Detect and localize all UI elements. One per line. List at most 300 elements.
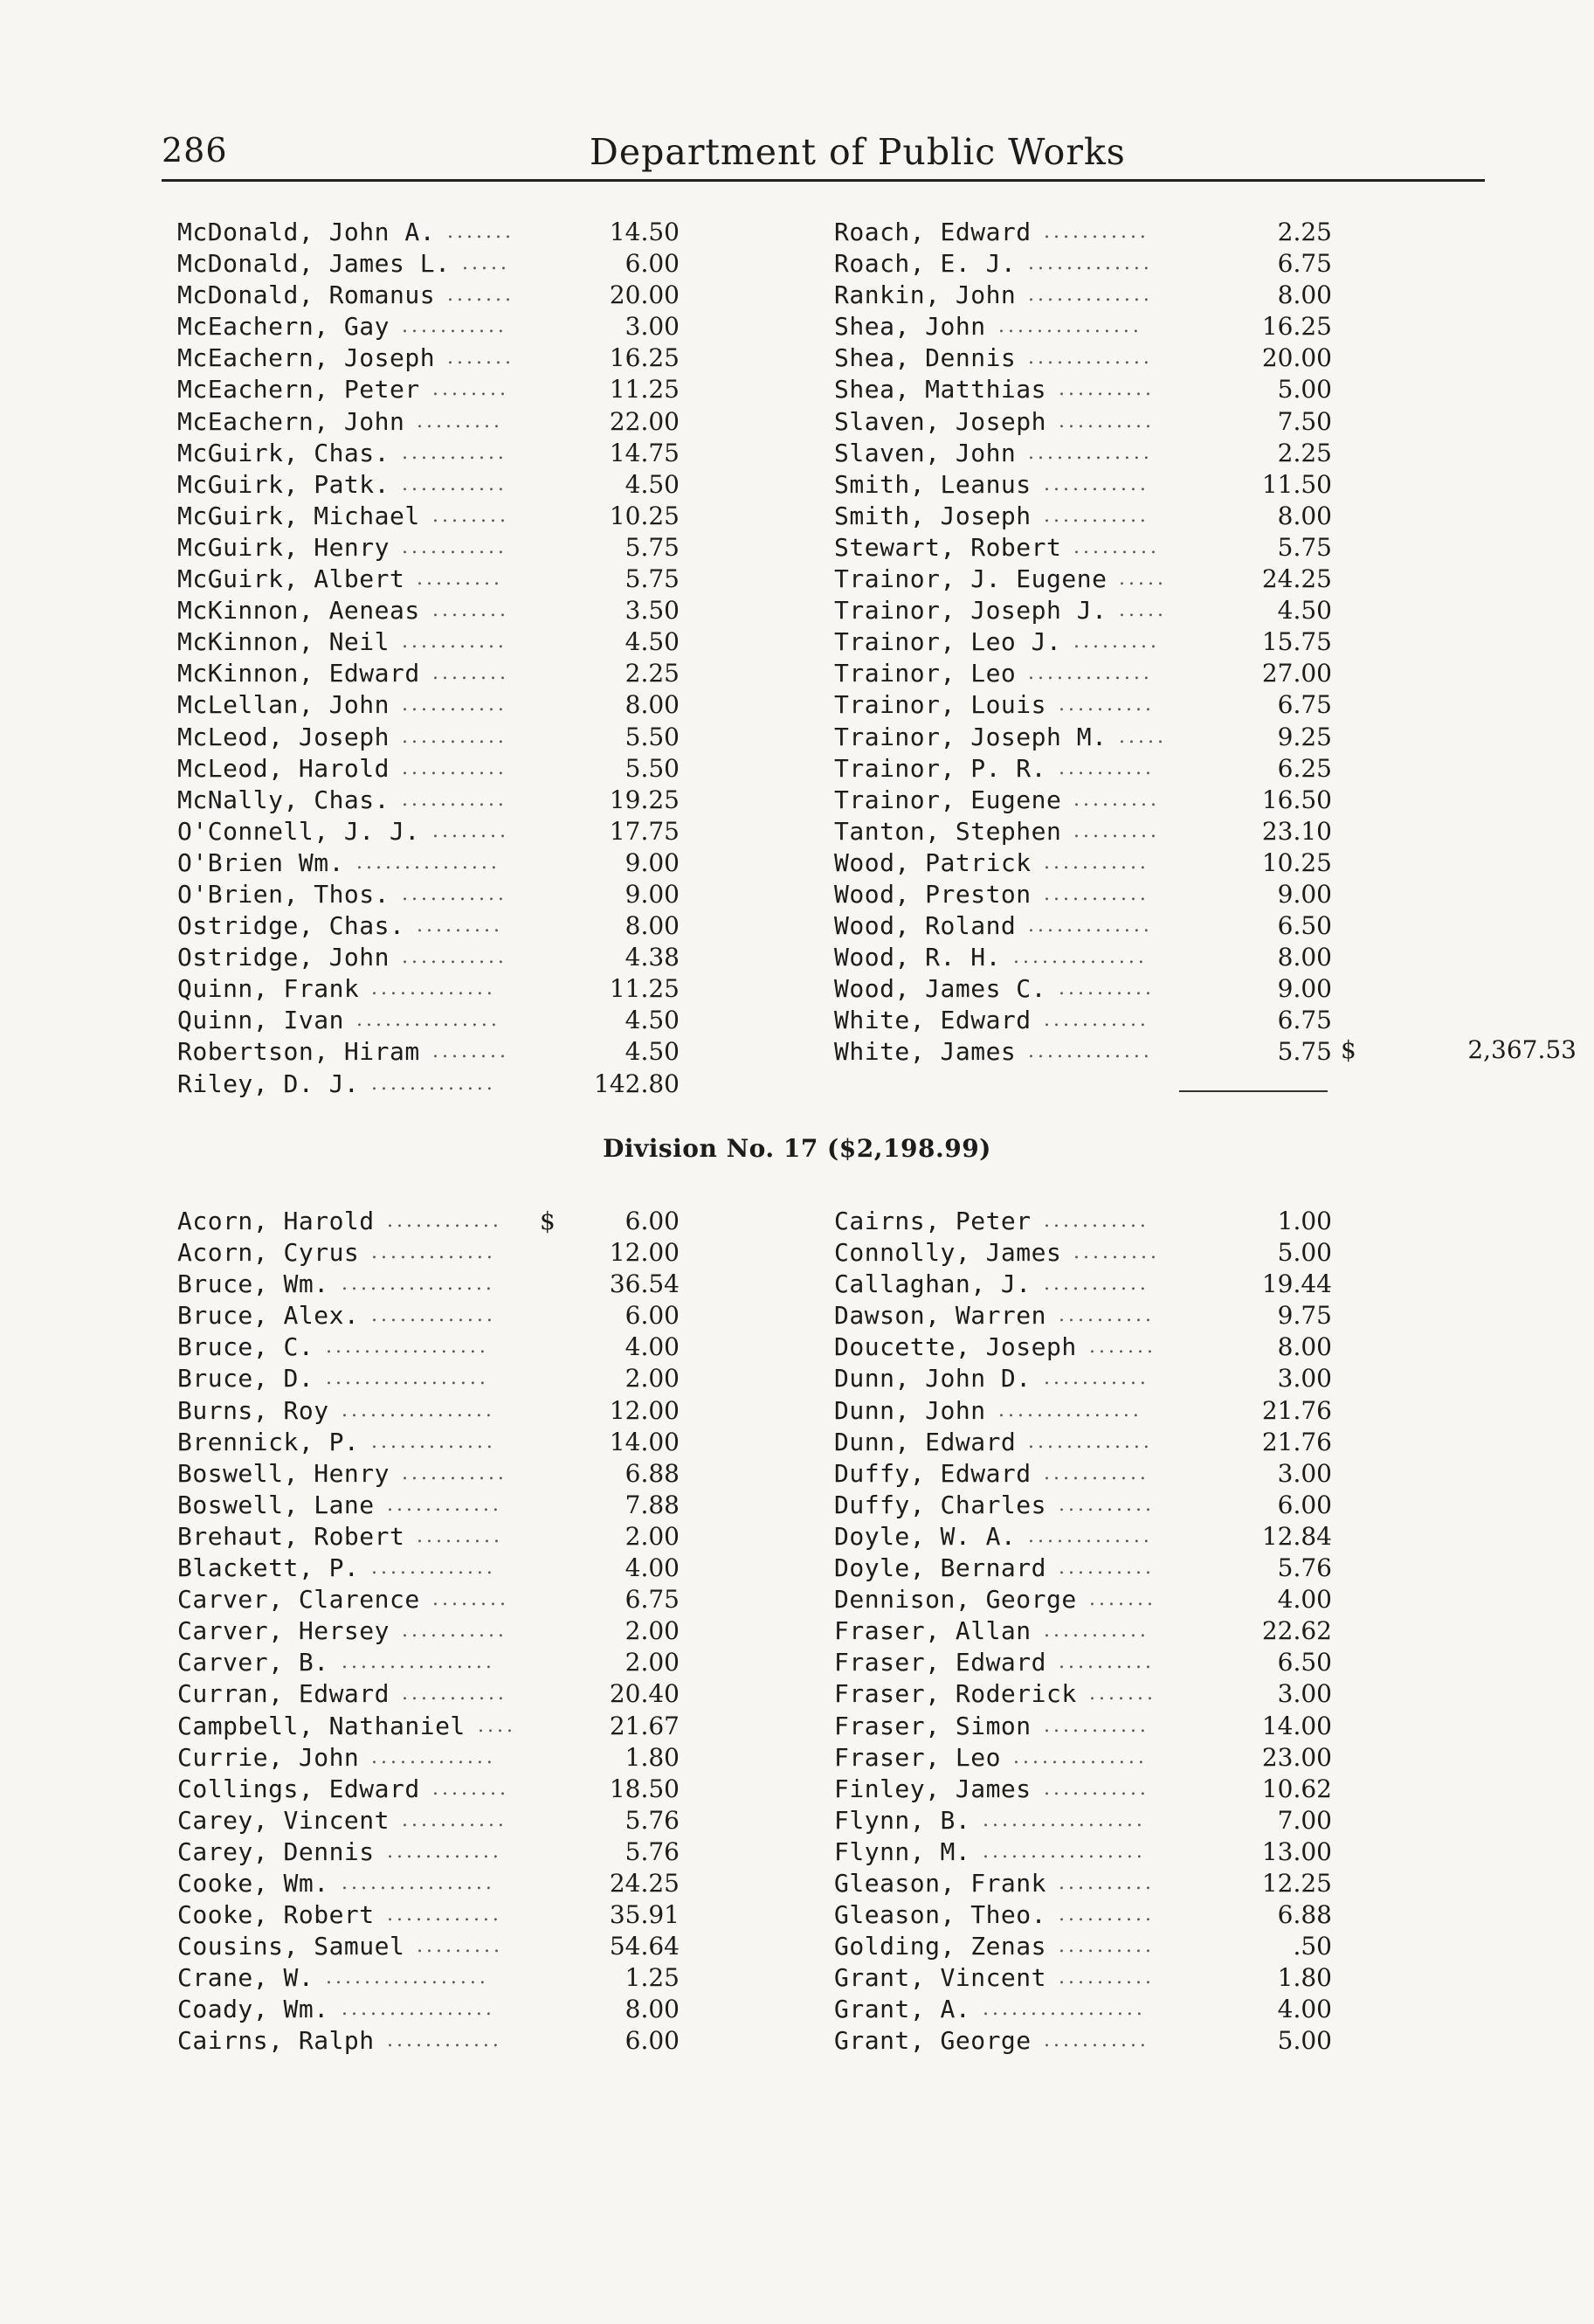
dot-leader: ........... <box>1044 1620 1149 1643</box>
section2-left-column <box>177 1206 680 2058</box>
ledger-row <box>834 847 1332 879</box>
payee-name: Acorn, Cyrus <box>177 1238 360 1268</box>
amount: 6.88 <box>1277 1900 1332 1930</box>
dot-leader: ........... <box>402 1809 507 1831</box>
payee-name: Cousins, Samuel <box>177 1932 405 1961</box>
payee-name: McLeod, Harold <box>177 753 390 783</box>
amount: 4.50 <box>624 627 680 657</box>
ledger-row <box>834 1206 1332 1237</box>
dot-leader: ................. <box>326 1967 489 1989</box>
ledger-row <box>177 1678 680 1710</box>
ledger-row <box>834 1742 1332 1774</box>
amount: 27.00 <box>1261 659 1332 688</box>
ledger-row <box>834 532 1332 564</box>
amount: 17.75 <box>609 816 680 846</box>
amount: 8.00 <box>1277 280 1332 310</box>
amount: 1.25 <box>624 1963 680 1993</box>
amount: 2.00 <box>624 1648 680 1677</box>
amount: 11.50 <box>1261 469 1332 499</box>
payee-name: McLellan, John <box>177 690 390 720</box>
dot-leader: ................. <box>983 1840 1146 1863</box>
dot-leader: ........... <box>1044 1210 1149 1232</box>
dot-leader: ................ <box>342 1998 495 2021</box>
ledger-row <box>834 1805 1332 1836</box>
amount: 5.00 <box>1277 1238 1332 1268</box>
payee-name: McDonald, John A. <box>177 218 436 246</box>
dot-leader: .......... <box>1059 410 1155 432</box>
dot-leader: ........... <box>402 1462 507 1484</box>
payee-name: Trainor, Eugene <box>834 785 1062 814</box>
ledger-row <box>177 217 680 248</box>
amount: 12.00 <box>609 1238 680 1268</box>
running-title: Department of Public Works <box>590 131 1126 173</box>
ledger-row <box>834 1300 1332 1331</box>
dot-leader: ........... <box>402 536 507 558</box>
amount: 5.76 <box>1277 1553 1332 1583</box>
dot-leader: .............. <box>1013 946 1148 969</box>
dot-leader: ................ <box>342 1399 495 1421</box>
ledger-row <box>177 469 680 501</box>
ledger-row <box>834 1553 1332 1584</box>
payee-name: Ostridge, Chas. <box>177 911 405 941</box>
amount: 3.00 <box>1277 1458 1332 1488</box>
payee-name: McKinnon, Neil <box>177 627 390 657</box>
amount: 5.50 <box>624 722 680 751</box>
amount: 2.25 <box>1277 438 1332 467</box>
payee-name: Doyle, Bernard <box>834 1553 1047 1583</box>
ledger-row <box>177 658 680 689</box>
amount: 23.10 <box>1261 816 1332 846</box>
amount: 4.38 <box>624 943 680 972</box>
amount: 5.75 <box>624 532 680 562</box>
ledger-row <box>834 1836 1332 1868</box>
payee-name: Duffy, Charles <box>834 1490 1047 1519</box>
payee-name: Brennick, P. <box>177 1427 360 1456</box>
payee-name: Fraser, Leo <box>834 1742 1001 1772</box>
payee-name: Quinn, Ivan <box>177 1006 344 1035</box>
payee-name: McEachern, John <box>177 406 405 436</box>
amount: 9.75 <box>1277 1301 1332 1331</box>
dot-leader: .......... <box>1059 978 1155 1000</box>
dot-leader: ........... <box>402 441 507 464</box>
ledger-row <box>834 816 1332 847</box>
dot-leader: ............. <box>1028 662 1153 685</box>
payee-name: Flynn, B. <box>834 1805 971 1835</box>
dot-leader: ........ <box>432 662 509 685</box>
dot-leader: ............. <box>1028 915 1153 937</box>
payee-name: Riley, D. J. <box>177 1069 360 1098</box>
ledger-row <box>834 248 1332 280</box>
ledger-row <box>834 1490 1332 1521</box>
amount: 6.50 <box>1277 911 1332 941</box>
ledger-row <box>177 406 680 438</box>
ledger-row <box>177 847 680 879</box>
dot-leader: ............... <box>356 851 500 874</box>
amount: 21.76 <box>1261 1427 1332 1456</box>
payee-name: Curran, Edward <box>177 1679 390 1709</box>
dot-leader: ........... <box>402 882 507 905</box>
amount: 36.54 <box>609 1269 680 1299</box>
ledger-row <box>834 1615 1332 1647</box>
amount: 14.50 <box>609 218 680 246</box>
payee-name: McKinnon, Aeneas <box>177 596 420 626</box>
ledger-row <box>834 1647 1332 1678</box>
amount: 7.88 <box>624 1490 680 1519</box>
amount: 14.75 <box>609 438 680 467</box>
ledger-row <box>834 1458 1332 1490</box>
ledger-row <box>834 1363 1332 1394</box>
payee-name: Ostridge, John <box>177 943 390 972</box>
payee-name: Rankin, John <box>834 280 1017 310</box>
total-dollar-sign: $ <box>1341 1035 1356 1064</box>
amount: 5.75 <box>1277 532 1332 562</box>
payee-name: McNally, Chas. <box>177 785 390 814</box>
payee-name: Campbell, Nathaniel <box>177 1711 466 1740</box>
payee-name: Grant, Vincent <box>834 1963 1047 1993</box>
amount: 5.76 <box>624 1805 680 1835</box>
payee-name: McEachern, Joseph <box>177 343 436 373</box>
ledger-row <box>177 1427 680 1458</box>
amount: 8.00 <box>624 911 680 941</box>
dot-leader: ............. <box>371 1557 496 1580</box>
payee-name: Wood, James C. <box>834 974 1047 1004</box>
dot-leader: ........... <box>402 725 507 748</box>
ledger-row <box>177 1647 680 1678</box>
amount: 8.00 <box>1277 501 1332 530</box>
ledger-row <box>177 626 680 658</box>
payee-name: McGuirk, Albert <box>177 564 405 594</box>
dot-leader: ......... <box>1073 788 1160 811</box>
amount: 5.50 <box>624 753 680 783</box>
payee-name: Dennison, George <box>834 1585 1077 1615</box>
ledger-row <box>834 1962 1332 1994</box>
amount: 20.40 <box>609 1679 680 1709</box>
ledger-row <box>177 1300 680 1331</box>
payee-name: McKinnon, Edward <box>177 659 420 688</box>
payee-name: Wood, Patrick <box>834 847 1032 877</box>
dot-leader: ........... <box>1044 1009 1149 1032</box>
dot-leader: ......... <box>1073 820 1160 842</box>
dot-leader: ........... <box>402 946 507 969</box>
payee-name: Bruce, D. <box>177 1364 314 1394</box>
amount: 10.25 <box>609 501 680 530</box>
amount: 7.00 <box>1277 1805 1332 1835</box>
section1-left-column <box>177 217 680 1100</box>
ledger-row <box>834 1036 1332 1068</box>
payee-name: Fraser, Edward <box>834 1648 1047 1677</box>
ledger-row <box>834 910 1332 942</box>
payee-name: Roach, Edward <box>834 218 1032 246</box>
section1-right-column <box>834 217 1332 1069</box>
ledger-row <box>177 1206 680 1237</box>
ledger-row <box>177 564 680 595</box>
ledger-row <box>834 785 1332 816</box>
amount: 3.00 <box>624 312 680 342</box>
dot-leader: ............ <box>387 2030 502 2052</box>
ledger-row <box>834 879 1332 910</box>
ledger-row <box>834 1269 1332 1300</box>
amount: 14.00 <box>609 1427 680 1456</box>
ledger-row <box>834 1521 1332 1553</box>
amount: 5.75 <box>624 564 680 594</box>
ledger-row <box>177 1836 680 1868</box>
payee-name: Slaven, Joseph <box>834 406 1047 436</box>
dot-leader: ............... <box>356 1009 500 1032</box>
ledger-row <box>834 1427 1332 1458</box>
amount: 6.50 <box>1277 1648 1332 1677</box>
ledger-row <box>177 1363 680 1394</box>
ledger-row <box>834 1005 1332 1036</box>
payee-name: Shea, Matthias <box>834 375 1047 405</box>
amount: 15.75 <box>1261 627 1332 657</box>
ledger-row <box>177 248 680 280</box>
dot-leader: .......... <box>1059 1493 1155 1516</box>
amount: 4.50 <box>624 469 680 499</box>
dot-leader: ........ <box>432 820 509 842</box>
amount: 54.64 <box>609 1932 680 1961</box>
dot-leader: ....... <box>1089 1683 1156 1705</box>
amount: 8.00 <box>624 690 680 720</box>
dot-leader: ................ <box>342 1651 495 1674</box>
ledger-row <box>177 280 680 311</box>
amount: 16.25 <box>1261 312 1332 342</box>
ledger-row <box>177 1994 680 2025</box>
amount: 3.50 <box>624 596 680 626</box>
payee-name: Coady, Wm. <box>177 1995 329 2024</box>
payee-name: Carver, Hersey <box>177 1616 390 1646</box>
dot-leader: ............. <box>1028 347 1153 370</box>
dot-leader: .......... <box>1059 1871 1155 1894</box>
payee-name: White, Edward <box>834 1006 1032 1035</box>
payee-name: Wood, Preston <box>834 879 1032 909</box>
amount: 2.00 <box>624 1616 680 1646</box>
payee-name: Grant, George <box>834 2026 1032 2056</box>
dot-leader: ............... <box>998 315 1142 338</box>
payee-name: Crane, W. <box>177 1963 314 1993</box>
division-heading: Division No. 17 ($2,198.99) <box>603 1134 991 1163</box>
ledger-row <box>177 595 680 626</box>
dot-leader: ........... <box>1044 1273 1149 1296</box>
amount: .50 <box>1293 1932 1332 1961</box>
ledger-row <box>834 1678 1332 1710</box>
dot-leader: ..... <box>1119 599 1167 622</box>
dot-leader: ............... <box>998 1399 1142 1421</box>
ledger-row <box>834 626 1332 658</box>
amount: 6.00 <box>624 249 680 279</box>
amount: 23.00 <box>1261 1742 1332 1772</box>
header-rule <box>162 179 1485 182</box>
ledger-row <box>177 1458 680 1490</box>
payee-name: Trainor, Joseph M. <box>834 722 1108 751</box>
payee-name: Bruce, C. <box>177 1332 314 1362</box>
amount: 35.91 <box>609 1900 680 1930</box>
ledger-row <box>177 816 680 847</box>
amount: 6.75 <box>1277 690 1332 720</box>
ledger-row <box>177 910 680 942</box>
ledger-row <box>177 1931 680 1962</box>
dot-leader: ........ <box>432 1777 509 1800</box>
dot-leader: ......... <box>1073 1242 1160 1264</box>
amount: 9.00 <box>1277 879 1332 909</box>
dot-leader: ........ <box>432 1588 509 1611</box>
amount: 9.00 <box>1277 974 1332 1004</box>
dot-leader: ........ <box>432 1041 509 1063</box>
payee-name: Roach, E. J. <box>834 249 1017 279</box>
payee-name: Slaven, John <box>834 438 1017 467</box>
payee-name: Trainor, Leo J. <box>834 627 1062 657</box>
amount: 7.50 <box>1277 406 1332 436</box>
amount: 3.00 <box>1277 1364 1332 1394</box>
payee-name: Trainor, Joseph J. <box>834 596 1108 626</box>
amount: 5.75 <box>1277 1037 1332 1067</box>
dot-leader: ......... <box>417 410 503 432</box>
amount: 4.00 <box>1277 1995 1332 2024</box>
ledger-row <box>834 469 1332 501</box>
ledger-row <box>177 973 680 1005</box>
ledger-row <box>177 374 680 405</box>
payee-name: Trainor, P. R. <box>834 753 1047 783</box>
dot-leader: ........... <box>402 788 507 811</box>
amount: 8.00 <box>1277 943 1332 972</box>
amount: 3.00 <box>1277 1679 1332 1709</box>
total-value: 2,367.53 <box>1467 1035 1577 1064</box>
amount: 24.25 <box>609 1868 680 1898</box>
dot-leader: ....... <box>1089 1588 1156 1611</box>
dot-leader: ............. <box>371 1746 496 1768</box>
ledger-row <box>177 311 680 342</box>
amount: 9.25 <box>1277 722 1332 751</box>
amount: 6.00 <box>624 2026 680 2056</box>
dot-leader: ........ <box>432 599 509 622</box>
payee-name: Wood, R. H. <box>834 943 1001 972</box>
payee-name: Robertson, Hiram <box>177 1037 420 1067</box>
amount: 14.00 <box>1261 1711 1332 1740</box>
payee-name: Doyle, W. A. <box>834 1521 1017 1551</box>
dot-leader: ........ <box>432 378 509 401</box>
amount: 20.00 <box>1261 343 1332 373</box>
payee-name: Quinn, Frank <box>177 974 360 1004</box>
dot-leader: ............ <box>387 1904 502 1926</box>
dot-leader: ............. <box>1028 252 1153 275</box>
dot-leader: ................ <box>342 1871 495 1894</box>
payee-name: O'Brien, Thos. <box>177 879 390 909</box>
amount: 5.00 <box>1277 375 1332 405</box>
dot-leader: ............. <box>1028 1430 1153 1453</box>
amount: 9.00 <box>624 879 680 909</box>
ledger-row <box>177 1005 680 1036</box>
dot-leader: ........... <box>402 1683 507 1705</box>
dot-leader: ............ <box>387 1210 502 1232</box>
amount: 6.00 <box>624 1301 680 1331</box>
payee-name: Trainor, Louis <box>834 690 1047 720</box>
payee-name: Carey, Dennis <box>177 1836 375 1866</box>
amount: 21.67 <box>609 1711 680 1740</box>
section2-dollar-sign: $ <box>540 1207 555 1235</box>
payee-name: McEachern, Peter <box>177 375 420 405</box>
payee-name: Burns, Roy <box>177 1395 329 1425</box>
ledger-row <box>177 2025 680 2057</box>
dot-leader: ......... <box>417 1935 503 1958</box>
amount: 16.50 <box>1261 785 1332 814</box>
payee-name: Connolly, James <box>834 1238 1062 1268</box>
amount: 1.00 <box>1277 1207 1332 1235</box>
payee-name: Fraser, Allan <box>834 1616 1032 1646</box>
ledger-row <box>177 1962 680 1994</box>
payee-name: Cairns, Ralph <box>177 2026 375 2056</box>
dot-leader: .......... <box>1059 1557 1155 1580</box>
ledger-row <box>177 722 680 753</box>
ledger-row <box>177 1269 680 1300</box>
section2-right-column <box>834 1206 1332 2058</box>
dot-leader: ......... <box>1073 536 1160 558</box>
amount: 4.50 <box>624 1037 680 1067</box>
ledger-row <box>834 1994 1332 2025</box>
dot-leader: ........... <box>402 694 507 716</box>
ledger-row <box>177 1490 680 1521</box>
payee-name: Callaghan, J. <box>834 1269 1032 1299</box>
dot-leader: .......... <box>1059 1651 1155 1674</box>
payee-name: Boswell, Lane <box>177 1490 375 1519</box>
dot-leader: ....... <box>1089 1336 1156 1359</box>
payee-name: Gleason, Frank <box>834 1868 1047 1898</box>
amount: 21.76 <box>1261 1395 1332 1425</box>
ledger-row <box>834 753 1332 785</box>
ledger-row <box>177 1742 680 1774</box>
amount: 6.88 <box>624 1458 680 1488</box>
payee-name: Cooke, Robert <box>177 1900 375 1930</box>
ledger-row <box>834 1931 1332 1962</box>
amount: 8.00 <box>1277 1332 1332 1362</box>
ledger-row <box>834 1711 1332 1742</box>
ledger-row <box>177 1036 680 1068</box>
ledger-row <box>834 1331 1332 1363</box>
dot-leader: .... <box>478 1714 516 1737</box>
dot-leader: ....... <box>447 284 514 307</box>
amount: 6.00 <box>1277 1490 1332 1519</box>
payee-name: Shea, Dennis <box>834 343 1017 373</box>
dot-leader: ............ <box>387 1840 502 1863</box>
ledger-row <box>177 1395 680 1427</box>
ledger-row <box>177 1521 680 1553</box>
dot-leader: ............. <box>1028 1041 1153 1063</box>
ledger-row <box>177 1553 680 1584</box>
payee-name: Trainor, J. Eugene <box>834 564 1108 594</box>
payee-name: McLeod, Joseph <box>177 722 390 751</box>
amount: 6.75 <box>1277 249 1332 279</box>
dot-leader: ............. <box>1028 1525 1153 1547</box>
dot-leader: ............. <box>371 1072 496 1095</box>
amount: 16.25 <box>609 343 680 373</box>
amount: 6.75 <box>624 1585 680 1615</box>
dot-leader: ........... <box>1044 504 1149 527</box>
payee-name: Currie, John <box>177 1742 360 1772</box>
dot-leader: .......... <box>1059 1904 1155 1926</box>
amount: 1.80 <box>1277 1963 1332 1993</box>
payee-name: Fraser, Roderick <box>834 1679 1077 1709</box>
payee-name: McDonald, Romanus <box>177 280 436 310</box>
amount: 2.00 <box>624 1521 680 1551</box>
amount: 13.00 <box>1261 1836 1332 1866</box>
payee-name: Collings, Edward <box>177 1774 420 1803</box>
dot-leader: ........... <box>1044 882 1149 905</box>
payee-name: Acorn, Harold <box>177 1207 375 1235</box>
ledger-row <box>834 1899 1332 1931</box>
amount: 10.62 <box>1261 1774 1332 1803</box>
page-number: 286 <box>162 131 228 169</box>
dot-leader: .......... <box>1059 757 1155 779</box>
payee-name: Duffy, Edward <box>834 1458 1032 1488</box>
dot-leader: .............. <box>1013 1746 1148 1768</box>
